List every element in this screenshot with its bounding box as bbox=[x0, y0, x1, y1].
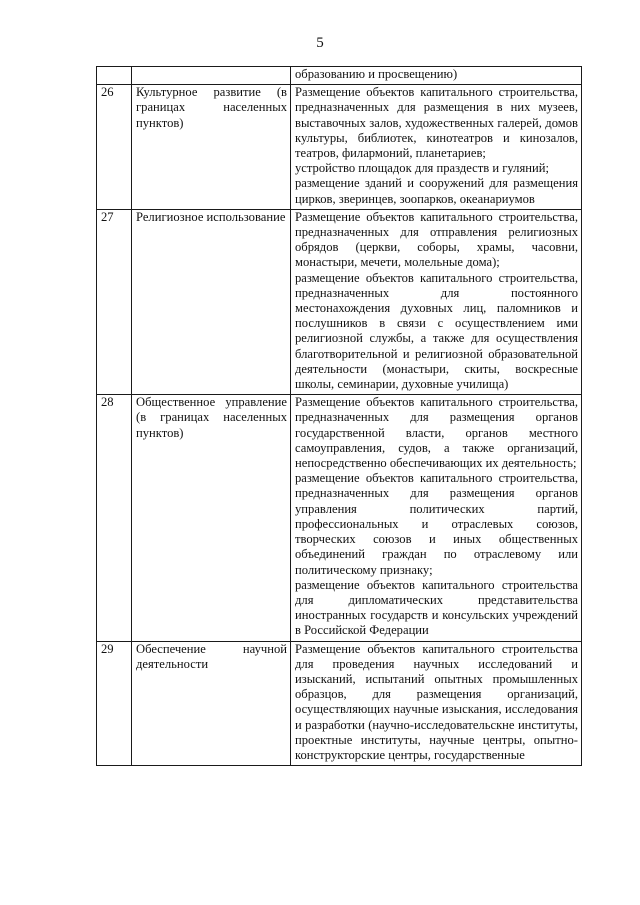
table-row-continuation bbox=[97, 67, 582, 85]
use-name-cell: Религиозное использование bbox=[132, 209, 291, 394]
description-paragraph: размещение объектов капитального строительства, предназначенных для размещения органов управления политических партий, профессиональных и отраслевых союзов, творческих союзов и иных общественных объединений граждан по отраслевому или политическому признаку; bbox=[295, 471, 578, 577]
use-description-cell bbox=[291, 67, 582, 85]
table-row bbox=[97, 85, 582, 210]
description-paragraph: размещение объектов капитального строительства для дипломатических представительства иностранных государств и консульских учреждений в Российской Федерации bbox=[295, 577, 578, 638]
description-paragraph: устройство площадок для праздеств и гуляний; bbox=[295, 161, 549, 176]
use-name-cell: Обеспечение научной деятельности bbox=[132, 641, 291, 766]
use-description-cell bbox=[291, 395, 582, 641]
table-row bbox=[97, 395, 582, 641]
row-number-cell: 28 bbox=[97, 395, 132, 641]
description-paragraph: Размещение объектов капитального строительства, предназначенных для размещения в них музеев, выставочных залов, художественных галерей, домов культуры, библиотек, кинотеатров и кинозалов, театров, филармоний, планетариев; bbox=[295, 85, 578, 161]
page-number: 5 bbox=[316, 35, 324, 51]
use-name-cell: Общественное управление (в границах населенных пунктов) bbox=[132, 395, 291, 641]
use-name-cell: Культурное развитие (в границах населенных пунктов) bbox=[132, 85, 291, 210]
use-description-cell bbox=[291, 85, 582, 210]
description-paragraph: Размещение объектов капитального строительства, предназначенных для размещения органов государственной власти, органов местного самоуправления, судов, а также организаций, непосредственно обеспечивающих их деятельность; bbox=[295, 395, 578, 471]
row-number-cell: 29 bbox=[97, 641, 132, 766]
table-row bbox=[97, 209, 582, 394]
description-paragraph: размещение зданий и сооружений для размещения цирков, зверинцев, зоопарков, океанариумов bbox=[295, 176, 578, 206]
row-number-cell: 26 bbox=[97, 85, 132, 210]
description-paragraph: размещение объектов капитального строительства, предназначенных для постоянного местонахождения духовных лиц, паломников и послушников в связи с осуществлением ими религиозной службы, а также для осуществления благотворительной и религиозной образовательной деятельности (монастыри, скиты, воскресные школы, семинарии, духовные училища) bbox=[295, 270, 578, 392]
row-number-cell bbox=[97, 67, 132, 85]
table-row bbox=[97, 641, 582, 766]
use-name-cell bbox=[132, 67, 291, 85]
row-number-cell: 27 bbox=[97, 209, 132, 394]
land-use-table bbox=[96, 66, 582, 766]
use-description-cell bbox=[291, 209, 582, 394]
description-paragraph: образованию и просвещению) bbox=[295, 67, 458, 81]
use-description-cell bbox=[291, 641, 582, 766]
description-paragraph: Размещение объектов капитального строительства, предназначенных для отправления религиозных обрядов (церкви, соборы, храмы, часовни, монастыри, мечети, молельные дома); bbox=[295, 209, 578, 270]
description-paragraph: Размещение объектов капитального строительства для проведения научных исследований и изысканий, испытаний опытных промышленных образцов, для размещения организаций, осуществляющих научные изыскания, исследования и разработки (научно-исследовательскне институты, проектные институты, научные центры, опытно-конструкторские центры, государственные bbox=[295, 641, 578, 762]
